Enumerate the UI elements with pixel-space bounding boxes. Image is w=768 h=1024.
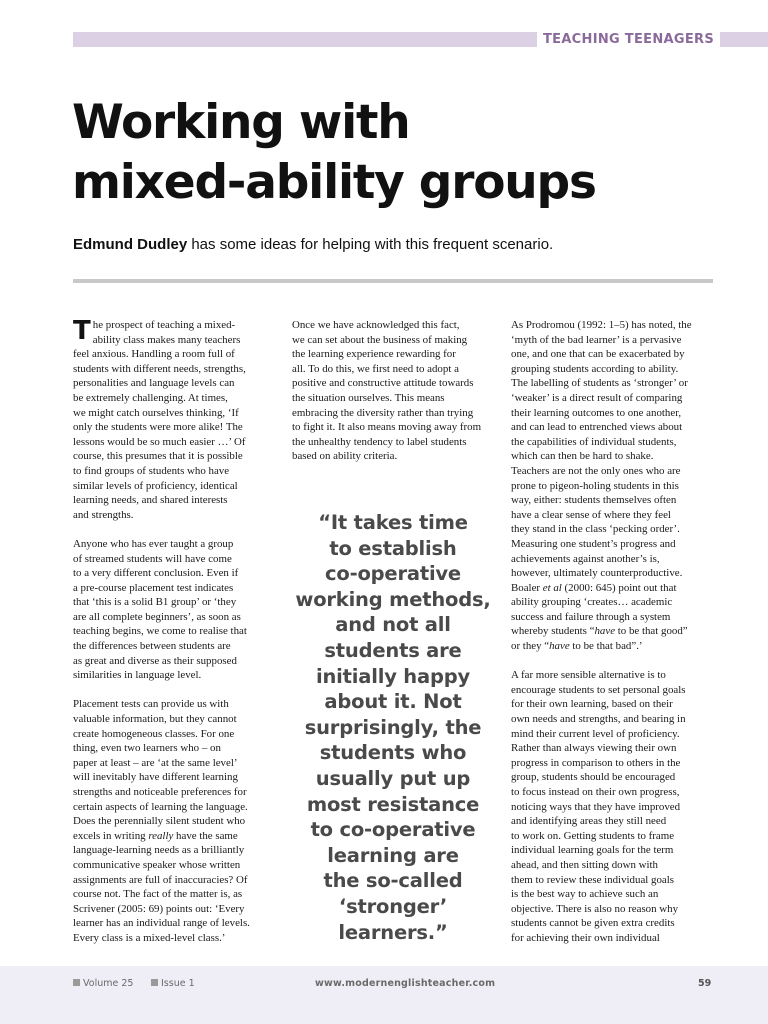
col3-p1-emphasis-1: et al <box>542 581 562 594</box>
col1-paragraph-2: Anyone who has ever taught a group of streamed students will have come to a very different conclusion. Even if a pre-course placement test indicates that ‘this is a solid B1 group’ or ‘they are all complete beginners’, as soon as teaching begins, we come to realise that the differences between students are as great and diverse as their supposed similarities in language level. <box>73 537 247 682</box>
col3-p1-emphasis-2: have <box>594 625 616 638</box>
col1-paragraph-3 <box>73 697 273 945</box>
pull-quote: “It takes time to establish co-operative working methods, and not all students are initially happy about it. Not surprisingly, the students who usually put up most resistance to co-operative learning are the so-called ‘stronger’ learners.” <box>295 511 491 944</box>
column-3 <box>511 318 711 960</box>
title-rule <box>73 279 713 283</box>
square-bullet-icon <box>73 979 80 986</box>
author-name: Edmund Dudley <box>73 236 188 253</box>
square-bullet-icon <box>151 979 158 986</box>
col3-p1-text-b: (2000: 645) point out that ability grouping ‘creates… academic success and failure through a system whereby students “ <box>511 581 677 638</box>
footer-volume <box>73 978 133 990</box>
col3-paragraph-2: A far more sensible alternative is to encourage students to set personal goals for their own learning, based on their own needs and strengths, and bearing in mind their current level of proficiency. Rather than always viewing their own progress in comparison to others in the group, students should be encouraged to focus instead on their own progress, noticing ways that they have improved and identifying areas they still need to work on. Getting students to frame individual learning goals for the term ahead, and then sitting down with them to review these individual goals is the best way to achieve such an objective. There is also no reason why students cannot be given extra credits for achieving their own individual <box>511 669 686 944</box>
footer-volume-text: Volume 25 <box>83 978 134 989</box>
page-number: 59 <box>698 978 712 989</box>
col3-paragraph-1 <box>511 318 711 654</box>
col1-p1-text: he prospect of teaching a mixed- ability class makes many teachers feel anxious. Handling a room full of students with different needs, strengths, personalities and language levels can be extremely challenging. At times, we might catch ourselves thinking, ‘If only the students were more alike! The lessons would be so much easier …’ Of course, this presumes that it is possible to find groups of students who have similar levels of proficiency, identical learning needs, and shared interests and strengths. <box>73 319 246 521</box>
standfirst-text: has some ideas for helping with this frequent scenario. <box>187 236 554 253</box>
footer-issue-text: Issue 1 <box>161 978 195 989</box>
drop-cap: T <box>73 316 91 346</box>
article-title <box>72 93 712 213</box>
column-1 <box>73 318 273 960</box>
col3-p1-emphasis-3: have <box>549 640 570 653</box>
standfirst <box>73 235 713 255</box>
col3-p1-text-d: to be that bad”.’ <box>569 640 643 653</box>
col3-p1-text-a: As Prodromou (1992: 1–5) has noted, the ‘myth of the bad learner’ is a pervasive one, and one that can be exacerbated by grouping students according to ability. The labelling of students as ‘stronger’ or ‘weaker’ is a direct result of comparing their learning outcomes to one another, and can lead to entrenched views about the capabilities of individual students, which can then be hard to shake. Teachers are not the only ones who are prone to pigeon-holing students in this way, either: students themselves often have a clear sense of where they feel they stand in the class ‘pecking order’. Measuring one student’s progress and achievements against another’s is, however, ultimately counterproductive. Boaler <box>511 319 692 594</box>
col1-p3-text-a: Placement tests can provide us with valuable information, but they cannot create homogeneous classes. For one thing, even two learners who – on paper at least – are ‘at the same level’ will inevitably have different learning strengths and noticeable preferences for certain aspects of learning the language. Does the perennially silent student who excels in writing <box>73 698 248 842</box>
footer-url: www.modernenglishteacher.com <box>315 978 496 989</box>
col1-paragraph-1 <box>73 318 273 522</box>
footer-issue <box>151 978 195 990</box>
col1-p3-text-b: have the same language-learning needs as a brilliantly communicative speaker whose written assignments are full of inaccuracies? Of course not. The fact of the matter is, as Scrivener (2005: 69) points out: ‘Every learner has an individual range of levels. Every class is a mixed-level class.’ <box>73 829 250 944</box>
col3-p1-text-c: to be that good” or they “ <box>511 625 688 653</box>
column-2 <box>292 318 496 479</box>
col1-p3-emphasis: really <box>148 829 174 842</box>
article-title-text: Working with mixed-ability groups <box>72 95 596 210</box>
section-label: TEACHING TEENAGERS <box>537 30 720 49</box>
col2-paragraph-1: Once we have acknowledged this fact, we can set about the business of making the learning experience rewarding for all. To do this, we first need to adopt a positive and constructive attitude towards the situation ourselves. This means embracing the diversity rather than trying to fight it. It also means moving away from the unhealthy tendency to label students based on ability criteria. <box>292 319 482 463</box>
page-footer <box>0 966 768 1024</box>
